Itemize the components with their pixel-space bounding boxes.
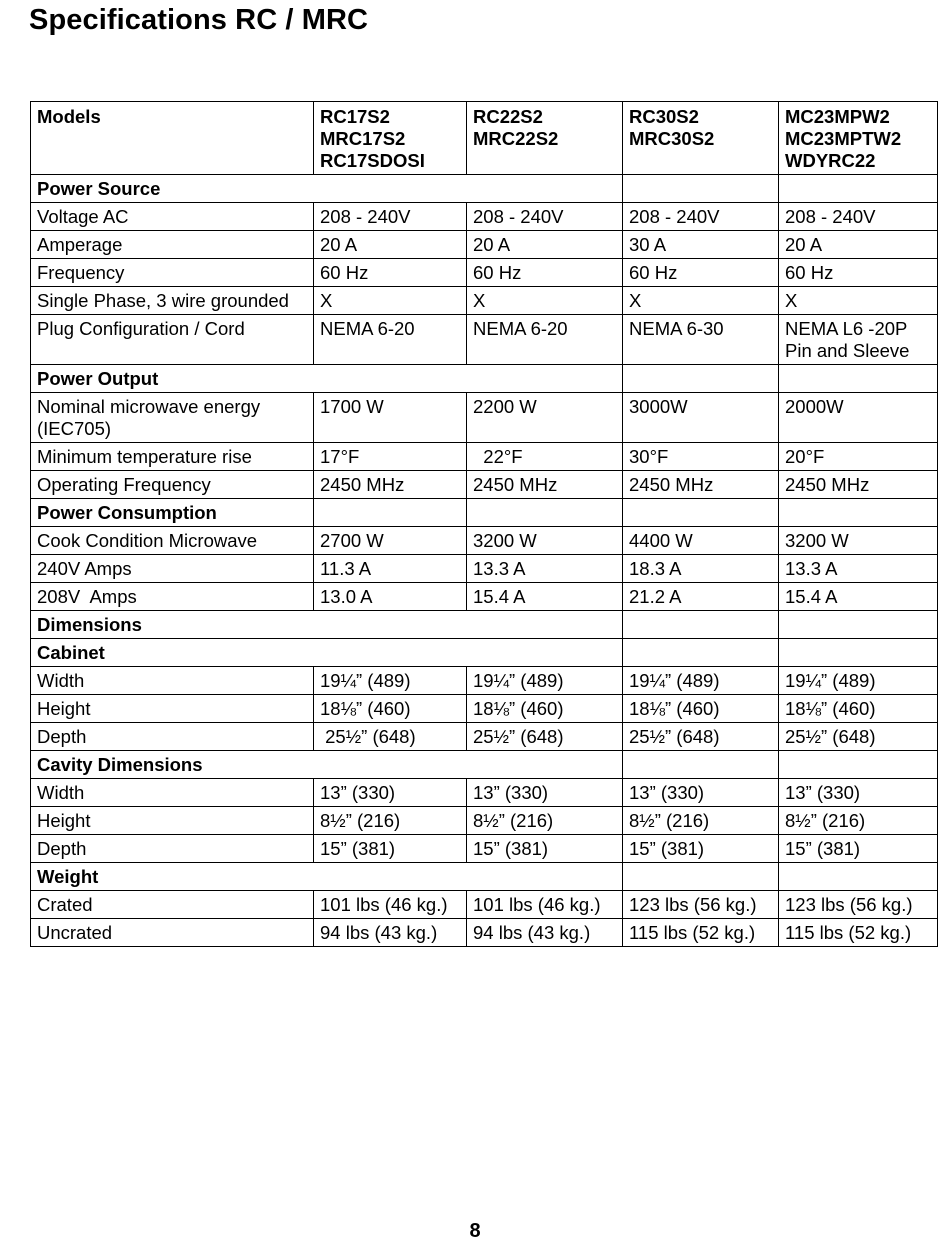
value-cell	[467, 779, 623, 807]
cell-text: Cook Condition Microwave	[37, 530, 258, 551]
row-label	[31, 203, 314, 231]
cell-text: 1700 W	[320, 396, 384, 417]
specifications-table	[30, 101, 938, 947]
value-cell	[467, 259, 623, 287]
section-heading: Power Consumption	[31, 499, 314, 527]
value-cell	[779, 667, 938, 695]
cell-text: Depth	[37, 838, 87, 859]
cell-text: 2700 W	[320, 530, 384, 551]
table-header-row	[31, 102, 938, 175]
value-cell	[314, 583, 467, 611]
section-row	[31, 175, 938, 203]
cell-text: 208V Amps	[37, 586, 137, 607]
cell-text: X	[785, 290, 798, 311]
section-row	[31, 863, 938, 891]
row-label	[31, 231, 314, 259]
cell-text: 18⅛” (460)	[629, 698, 720, 719]
section-row	[31, 639, 938, 667]
cell-text: 8½” (216)	[320, 810, 401, 831]
cell-text: 4400 W	[629, 530, 693, 551]
value-cell	[467, 555, 623, 583]
model-header-cell	[467, 102, 623, 175]
cell-text: 11.3 A	[320, 558, 372, 579]
models-header-label: Models	[31, 102, 314, 175]
cell-text: 13” (330)	[629, 782, 705, 803]
empty-cell	[779, 639, 938, 667]
value-cell	[467, 443, 623, 471]
empty-cell	[779, 751, 938, 779]
cell-text: MC23MPW2	[785, 106, 890, 127]
page-number: 8	[469, 1220, 481, 1242]
cell-text: 18⅛” (460)	[473, 698, 564, 719]
cell-text: 8½” (216)	[629, 810, 710, 831]
cell-text: 15.4 A	[473, 586, 526, 607]
value-cell	[779, 695, 938, 723]
cell-text: 8½” (216)	[473, 810, 554, 831]
cell-text: 101 lbs (46 kg.)	[320, 894, 448, 915]
value-cell	[467, 315, 623, 365]
cell-text: 18⅛” (460)	[785, 698, 876, 719]
value-cell	[779, 471, 938, 499]
value-cell	[779, 583, 938, 611]
table-row	[31, 723, 938, 751]
value-cell	[779, 393, 938, 443]
cell-text: 30 A	[629, 234, 667, 255]
value-cell	[623, 835, 779, 863]
cell-text: RC17SDOSI	[320, 150, 425, 171]
value-cell	[467, 919, 623, 947]
value-cell	[623, 723, 779, 751]
value-cell	[623, 315, 779, 365]
cell-text: 2450 MHz	[785, 474, 870, 495]
cell-text: 115 lbs (52 kg.)	[629, 922, 756, 943]
cell-text: 20 A	[785, 234, 823, 255]
value-cell	[467, 393, 623, 443]
value-cell	[467, 527, 623, 555]
model-header-cell	[314, 102, 467, 175]
value-cell	[314, 203, 467, 231]
value-cell	[467, 695, 623, 723]
cell-text: Width	[37, 670, 85, 691]
value-cell	[623, 807, 779, 835]
value-cell	[314, 555, 467, 583]
section-heading: Cavity Dimensions	[31, 751, 623, 779]
cell-text: Operating Frequency	[37, 474, 211, 495]
empty-cell	[779, 365, 938, 393]
cell-text: 208 - 240V	[473, 206, 564, 227]
value-cell	[623, 287, 779, 315]
row-label	[31, 835, 314, 863]
cell-text: Frequency	[37, 262, 125, 283]
value-cell	[314, 695, 467, 723]
value-cell	[467, 583, 623, 611]
value-cell	[779, 807, 938, 835]
cell-text: 115 lbs (52 kg.)	[785, 922, 912, 943]
empty-cell	[623, 639, 779, 667]
empty-cell	[623, 499, 779, 527]
value-cell	[314, 779, 467, 807]
value-cell	[314, 287, 467, 315]
value-cell	[779, 723, 938, 751]
cell-text: NEMA L6 -20P	[785, 318, 908, 339]
empty-cell	[779, 611, 938, 639]
cell-text: 3000W	[629, 396, 688, 417]
value-cell	[314, 919, 467, 947]
value-cell	[467, 667, 623, 695]
table-row	[31, 259, 938, 287]
value-cell	[779, 527, 938, 555]
value-cell	[779, 555, 938, 583]
cell-text: 25½” (648)	[785, 726, 876, 747]
cell-text: 19¼” (489)	[629, 670, 720, 691]
cell-text: 13” (330)	[320, 782, 396, 803]
row-label	[31, 527, 314, 555]
value-cell	[623, 779, 779, 807]
cell-text: 20 A	[473, 234, 511, 255]
row-label	[31, 919, 314, 947]
empty-cell	[623, 365, 779, 393]
row-label	[31, 287, 314, 315]
table-row	[31, 583, 938, 611]
row-label	[31, 555, 314, 583]
cell-text: 15” (381)	[320, 838, 396, 859]
value-cell	[623, 443, 779, 471]
section-row	[31, 499, 938, 527]
model-header-cell	[623, 102, 779, 175]
value-cell	[779, 443, 938, 471]
row-label	[31, 695, 314, 723]
cell-text: Crated	[37, 894, 93, 915]
cell-text: Width	[37, 782, 85, 803]
cell-text: 60 Hz	[320, 262, 369, 283]
value-cell	[314, 259, 467, 287]
cell-text: 2450 MHz	[629, 474, 714, 495]
cell-text: Height	[37, 698, 91, 719]
cell-text: 30°F	[629, 446, 669, 467]
value-cell	[623, 555, 779, 583]
row-label	[31, 471, 314, 499]
value-cell	[779, 203, 938, 231]
cell-text: Depth	[37, 726, 87, 747]
empty-cell	[623, 751, 779, 779]
cell-text: 60 Hz	[473, 262, 522, 283]
row-label	[31, 259, 314, 287]
value-cell	[779, 919, 938, 947]
cell-text: RC30S2	[629, 106, 699, 127]
empty-cell	[623, 175, 779, 203]
value-cell	[467, 203, 623, 231]
row-label	[31, 667, 314, 695]
cell-text: 94 lbs (43 kg.)	[320, 922, 438, 943]
cell-text: 17°F	[320, 446, 360, 467]
cell-text: 13.3 A	[785, 558, 838, 579]
cell-text: 20 A	[320, 234, 358, 255]
value-cell	[779, 835, 938, 863]
cell-text: 13.3 A	[473, 558, 526, 579]
table-row	[31, 315, 938, 365]
table-row	[31, 443, 938, 471]
cell-text: 13.0 A	[320, 586, 373, 607]
value-cell	[314, 667, 467, 695]
cell-text: 19¼” (489)	[473, 670, 564, 691]
table-row	[31, 779, 938, 807]
table-row	[31, 891, 938, 919]
cell-text: 18⅛” (460)	[320, 698, 411, 719]
value-cell	[779, 779, 938, 807]
cell-text: 15” (381)	[629, 838, 705, 859]
cell-text: 3200 W	[473, 530, 537, 551]
value-cell	[314, 231, 467, 259]
empty-cell	[779, 863, 938, 891]
value-cell	[467, 723, 623, 751]
value-cell	[623, 471, 779, 499]
table-row	[31, 555, 938, 583]
cell-text: Voltage AC	[37, 206, 129, 227]
value-cell	[314, 471, 467, 499]
cell-text: 101 lbs (46 kg.)	[473, 894, 601, 915]
model-header-cell	[779, 102, 938, 175]
row-label	[31, 807, 314, 835]
table-row	[31, 527, 938, 555]
value-cell	[623, 919, 779, 947]
value-cell	[623, 203, 779, 231]
empty-cell	[779, 175, 938, 203]
cell-text: 123 lbs (56 kg.)	[785, 894, 913, 915]
value-cell	[467, 891, 623, 919]
cell-text: X	[320, 290, 333, 311]
cell-text: Nominal microwave energy	[37, 396, 261, 417]
value-cell	[467, 231, 623, 259]
table-row	[31, 203, 938, 231]
cell-text: 2200 W	[473, 396, 537, 417]
empty-cell	[467, 499, 623, 527]
value-cell	[779, 259, 938, 287]
value-cell	[314, 443, 467, 471]
row-label	[31, 393, 314, 443]
value-cell	[623, 259, 779, 287]
specifications-table-body	[31, 102, 938, 947]
cell-text: 19¼” (489)	[785, 670, 876, 691]
page-title: Specifications RC / MRC	[29, 4, 369, 36]
table-row	[31, 287, 938, 315]
cell-text: 19¼” (489)	[320, 670, 411, 691]
cell-text: 13” (330)	[785, 782, 861, 803]
cell-text: MRC30S2	[629, 128, 715, 149]
cell-text: 8½” (216)	[785, 810, 866, 831]
value-cell	[467, 835, 623, 863]
section-heading: Power Output	[31, 365, 623, 393]
empty-cell	[623, 863, 779, 891]
cell-text: MC23MPTW2	[785, 128, 902, 149]
cell-text: (IEC705)	[37, 418, 112, 439]
cell-text: 123 lbs (56 kg.)	[629, 894, 757, 915]
section-row	[31, 751, 938, 779]
cell-text: Pin and Sleeve	[785, 340, 910, 361]
value-cell	[779, 891, 938, 919]
cell-text: 208 - 240V	[785, 206, 876, 227]
row-label	[31, 723, 314, 751]
value-cell	[314, 393, 467, 443]
value-cell	[467, 287, 623, 315]
row-label	[31, 583, 314, 611]
empty-cell	[314, 499, 467, 527]
cell-text: WDYRC22	[785, 150, 876, 171]
cell-text: 22°F	[473, 446, 523, 467]
value-cell	[623, 393, 779, 443]
table-row	[31, 471, 938, 499]
table-row	[31, 393, 938, 443]
value-cell	[314, 835, 467, 863]
empty-cell	[623, 611, 779, 639]
value-cell	[623, 231, 779, 259]
cell-text: 25½” (648)	[629, 726, 720, 747]
row-label	[31, 315, 314, 365]
value-cell	[623, 891, 779, 919]
cell-text: NEMA 6-30	[629, 318, 724, 339]
cell-text: RC17S2	[320, 106, 390, 127]
table-row	[31, 807, 938, 835]
value-cell	[779, 231, 938, 259]
cell-text: 208 - 240V	[320, 206, 411, 227]
cell-text: Plug Configuration / Cord	[37, 318, 245, 339]
cell-text: 60 Hz	[629, 262, 678, 283]
cell-text: 18.3 A	[629, 558, 682, 579]
cell-text: Height	[37, 810, 91, 831]
cell-text: 60 Hz	[785, 262, 834, 283]
cell-text: MRC22S2	[473, 128, 559, 149]
section-heading: Power Source	[31, 175, 623, 203]
cell-text: Minimum temperature rise	[37, 446, 252, 467]
cell-text: 13” (330)	[473, 782, 549, 803]
table-row	[31, 919, 938, 947]
value-cell	[314, 315, 467, 365]
cell-text: 21.2 A	[629, 586, 682, 607]
table-row	[31, 695, 938, 723]
value-cell	[314, 527, 467, 555]
value-cell	[467, 807, 623, 835]
value-cell	[623, 527, 779, 555]
cell-text: 20°F	[785, 446, 825, 467]
table-row	[31, 667, 938, 695]
cell-text: Amperage	[37, 234, 123, 255]
cell-text: 94 lbs (43 kg.)	[473, 922, 591, 943]
value-cell	[623, 667, 779, 695]
cell-text: 240V Amps	[37, 558, 132, 579]
cell-text: 208 - 240V	[629, 206, 720, 227]
section-heading: Weight	[31, 863, 623, 891]
section-heading: Dimensions	[31, 611, 623, 639]
value-cell	[779, 287, 938, 315]
value-cell	[623, 695, 779, 723]
cell-text: X	[473, 290, 486, 311]
table-row	[31, 231, 938, 259]
row-label	[31, 443, 314, 471]
cell-text: 25½” (648)	[320, 726, 416, 747]
cell-text: 15.4 A	[785, 586, 838, 607]
value-cell	[314, 723, 467, 751]
cell-text: 25½” (648)	[473, 726, 564, 747]
empty-cell	[779, 499, 938, 527]
value-cell	[467, 471, 623, 499]
cell-text: 3200 W	[785, 530, 849, 551]
value-cell	[623, 583, 779, 611]
cell-text: NEMA 6-20	[473, 318, 568, 339]
value-cell	[314, 807, 467, 835]
cell-text: 15” (381)	[785, 838, 861, 859]
cell-text: NEMA 6-20	[320, 318, 415, 339]
cell-text: Single Phase, 3 wire grounded	[37, 290, 289, 311]
value-cell	[779, 315, 938, 365]
table-row	[31, 835, 938, 863]
row-label	[31, 779, 314, 807]
cell-text: 2450 MHz	[473, 474, 558, 495]
cell-text: X	[629, 290, 642, 311]
value-cell	[314, 891, 467, 919]
row-label	[31, 891, 314, 919]
section-heading: Cabinet	[31, 639, 623, 667]
cell-text: RC22S2	[473, 106, 543, 127]
section-row	[31, 611, 938, 639]
cell-text: 2000W	[785, 396, 844, 417]
cell-text: Uncrated	[37, 922, 113, 943]
cell-text: 2450 MHz	[320, 474, 405, 495]
cell-text: MRC17S2	[320, 128, 406, 149]
cell-text: 15” (381)	[473, 838, 549, 859]
section-row	[31, 365, 938, 393]
